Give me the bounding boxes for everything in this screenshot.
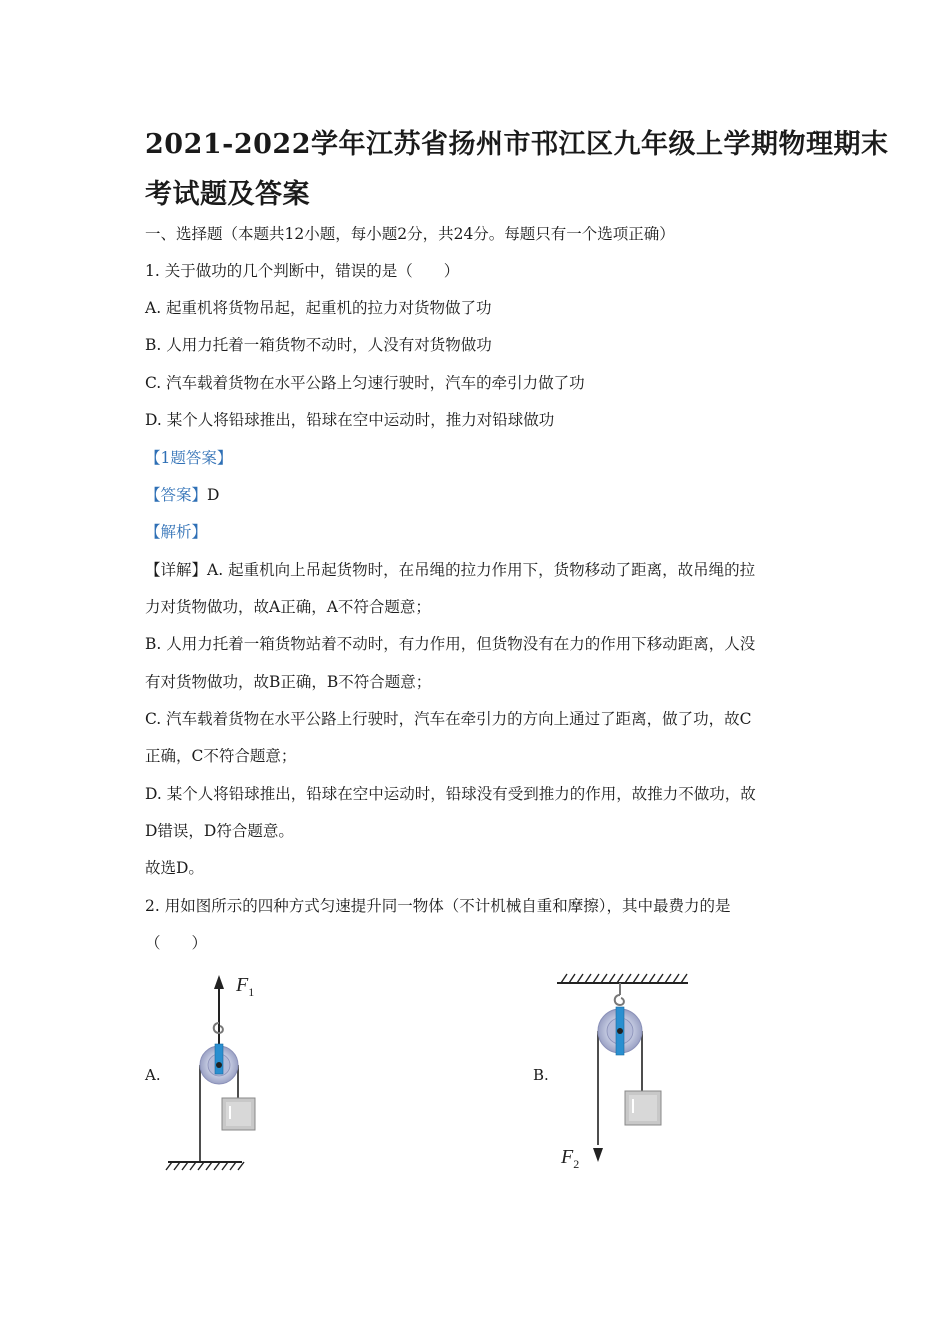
q1-detail-line: D. 某个人将铅球推出，铅球在空中运动时，铅球没有受到推力的作用，故推力不做功，故 xyxy=(145,785,756,803)
pulley-figure-b xyxy=(555,965,695,1180)
q1-detail-line: D错误，D符合题意。 xyxy=(145,822,294,840)
detail-tag: 【详解】 xyxy=(145,561,208,579)
q2-option-b-label: B. xyxy=(533,1066,549,1084)
q1-question-tag: 【1题答案】 xyxy=(145,449,233,467)
q1-option-b: B. 人用力托着一箱货物不动时，人没有对货物做功 xyxy=(145,336,492,354)
answer-value: D xyxy=(207,486,220,504)
answer-tag: 【答案】 xyxy=(145,486,208,504)
q1-analysis-tag: 【解析】 xyxy=(145,523,208,541)
q2-stem-line2: （ ） xyxy=(145,934,208,952)
q2-stem-line1: 2. 用如图所示的四种方式匀速提升同一物体（不计机械自重和摩擦），其中最费力的是 xyxy=(145,897,731,915)
q1-option-c: C. 汽车载着货物在水平公路上匀速行驶时，汽车的牵引力做了功 xyxy=(145,374,585,392)
doc-title-line1: 2021-2022学年江苏省扬州市邗江区九年级上学期物理期末 xyxy=(145,129,889,160)
q1-stem: 1. 关于做功的几个判断中，错误的是（ ） xyxy=(145,262,460,280)
doc-title-line2: 考试题及答案 xyxy=(145,179,310,210)
q2-option-a-label: A. xyxy=(145,1066,161,1084)
force-label-f1: $F_1$ xyxy=(236,974,255,999)
section-heading: 一、选择题（本题共12小题，每小题2分，共24分。每题只有一个选项正确） xyxy=(145,225,675,243)
q1-option-a: A. 起重机将货物吊起，起重机的拉力对货物做了功 xyxy=(145,299,492,317)
q1-detail-line: 力对货物做功，故A正确，A不符合题意； xyxy=(145,598,431,616)
q1-option-d: D. 某个人将铅球推出，铅球在空中运动时，推力对铅球做功 xyxy=(145,411,555,429)
q1-answer-line xyxy=(145,485,219,505)
q1-conclusion: 故选D。 xyxy=(145,859,204,877)
q1-detail-line: 正确，C不符合题意； xyxy=(145,747,297,765)
pulley-figure-a xyxy=(160,965,270,1180)
q1-detail-line: C. 汽车载着货物在水平公路上行驶时，汽车在牵引力的方向上通过了距离，做了功，故C xyxy=(145,710,752,728)
q1-detail-line: B. 人用力托着一箱货物站着不动时，有力作用，但货物没有在力的作用下移动距离，人没 xyxy=(145,635,756,653)
q1-detail-line: 有对货物做功，故B正确，B不符合题意； xyxy=(145,673,432,691)
force-label-f2: $F_2$ xyxy=(561,1146,580,1171)
q1-detail-line: 【详解】A. 起重机向上吊起货物时，在吊绳的拉力作用下，货物移动了距离，故吊绳的拉 xyxy=(145,561,756,579)
